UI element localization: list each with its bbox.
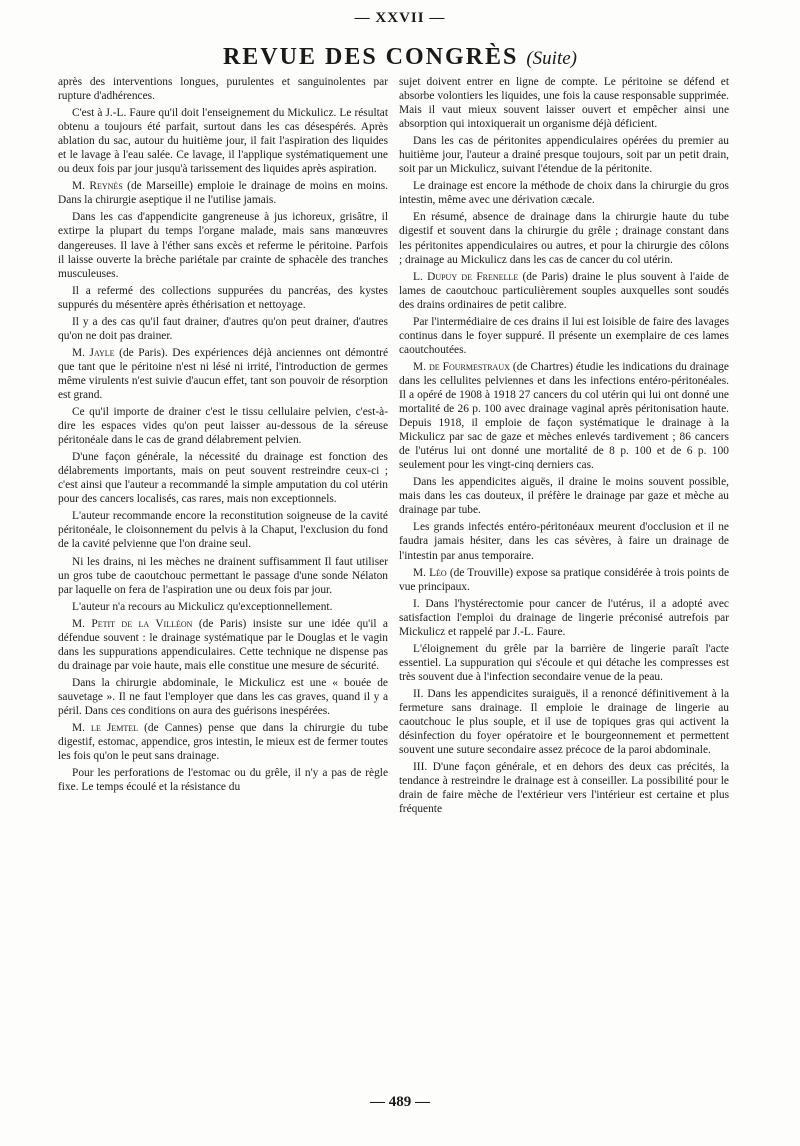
speaker-name: L. Dupuy de Frenelle [413, 270, 519, 283]
speaker-name: M. Reynès [72, 180, 123, 193]
paragraph-text: D'une façon générale, la nécessité du drainage est fonction des délabrements importants, mais on peut souvent restreindre ceux-ci ; c'est ainsi que l'auteur a recommandé la simple amputation du col utérin pour des cancers localisés, cas rares, mais non exceptionnels. [58, 451, 388, 506]
speaker-name: M. Léo [413, 566, 447, 579]
paragraph [399, 642, 729, 684]
paragraph [58, 210, 388, 280]
paragraph-text: Le drainage est encore la méthode de choix dans la chirurgie du gros intestin, même avec une dérivation cæcale. [399, 180, 729, 207]
speaker-name: M. le Jemtel [72, 722, 139, 735]
paragraph [58, 509, 388, 551]
paragraph-text: (de Marseille) emploie le drainage de moins en moins. Dans la chirurgie aseptique il ne l'utilise jamais. [58, 180, 388, 207]
paragraph [399, 760, 729, 816]
paragraph [58, 721, 388, 763]
paragraph [399, 179, 729, 207]
paragraph-text: C'est à J.-L. Faure qu'il doit l'enseignement du Mickulicz. Le résultat obtenu a toujours été parfait, surtout dans les cas désespérés. Après ablation du sac, autour du huitième jour, il fait l'aspiration des liquides et le lavage à l'eau salée. Ce lavage, il l'applique systématiquement une ou deux fois par jour jusqu'à tarissement des liquides après aspiration. [58, 107, 388, 176]
paragraph [58, 346, 388, 402]
paragraph [58, 617, 388, 673]
paragraph-text: sujet doivent entrer en ligne de compte. Le péritoine se défend et absorbe volontiers les liquides, une fois la cause responsable supprimée. Mais il vaut mieux souvent laisser ouvert et empêcher ainsi une absorption qui intoxiquerait un organisme déjà déficient. [399, 76, 729, 131]
paragraph-text: (de Chartres) étudie les indications du drainage dans les cellulites pelviennes et dans les infections entéro-péritonéales. Il a opéré de 1908 à 1918 27 cancers du col utérin qui lui ont donné une mortalité de 26 p. 100 avec drainage vaginal après péritonisation haute. Depuis 1918, il emploie de façon systématique le drainage à la Mickulicz par sac de gaze et mèches enlevés tardivement ; 86 cancers de l'utérus lui ont donné une mortalité de 8 p. 100 et de 6 p. 100 seulement pour les vingt-cinq derniers cas. [399, 360, 729, 472]
paragraph-text: Il a refermé des collections suppurées du pancréas, des kystes suppurés du mésentère après éthérisation et nettoyage. [58, 284, 388, 311]
paragraph-text: Ni les drains, ni les mèches ne drainent suffisamment Il faut utiliser un gros tube de caoutchouc permettant le passage d'une sonde Nélaton par laquelle on fera de l'aspiration une ou deux fois par jour. [58, 555, 388, 596]
paragraph [399, 270, 729, 312]
paragraph-text: II. Dans les appendicites suraiguës, il a renoncé définitivement à la fermeture sans drainage. Il emploie le drainage de lingerie au caoutchouc le plus souple, et il use de topiques gras qui activent la désinfection du foyer opératoire et le bourgeonnement et permettent souvent une suture secondaire assez précoce de la paroi abdominale. [399, 687, 729, 757]
speaker-name: M. de Fourmestraux [413, 360, 510, 373]
paragraph [58, 284, 388, 312]
paragraph-text: (de Paris). Des expériences déjà anciennes ont démontré que tant que le péritoine n'est ni lésé ni irrité, l'introduction de germes même virulents n'est suivie d'aucun effet, tant son pouvoir de résorption est grand. [58, 346, 388, 401]
paragraph [399, 75, 729, 131]
paragraph-text: Dans la chirurgie abdominale, le Mickulicz est une « bouée de sauvetage ». Il ne faut l'employer que dans les cas graves, quand il y a péril. Dans ces conditions on aura des guérisons inespérées. [58, 676, 388, 717]
paragraph-text: L'auteur n'a recours au Mickulicz qu'exceptionnellement. [72, 600, 333, 613]
paragraph-text: (de Cannes) pense que dans la chirurgie du tube digestif, estomac, appendice, gros intestin, le mieux est de fermer toutes les fois qu'on le peut sans drainage. [58, 722, 389, 763]
paragraph [399, 134, 729, 176]
paragraph [58, 106, 388, 176]
paragraph [58, 555, 388, 597]
paragraph-text: Les grands infectés entéro-péritonéaux meurent d'occlusion et il ne faudra jamais hésiter, dans les cas sévères, à faire un drainage de l'intestin par anus temporaire. [399, 521, 729, 562]
paragraph-text: Pour les perforations de l'estomac ou du grêle, il n'y a pas de règle fixe. Le temps écoulé et la résistance du [58, 767, 388, 794]
paragraph [58, 75, 388, 103]
paragraph-text: I. Dans l'hystérectomie pour cancer de l'utérus, il a adopté avec satisfaction l'emploi du drainage de lingerie préconisé autrefois par Mickulicz et rappelé par J.-L. Faure. [399, 597, 729, 638]
paragraph [58, 405, 388, 447]
paragraph-text: L'auteur recommande encore la reconstitution soigneuse de la cavité péritonéale, le cloisonnement du pelvis à la Chaput, l'exclusion du fond de la cavité pelvienne que l'on draine seul. [58, 510, 388, 551]
speaker-name: M. Jayle [72, 346, 115, 359]
paragraph [58, 179, 388, 207]
title-suffix: (Suite) [526, 48, 578, 69]
paragraph [399, 315, 729, 357]
paragraph [58, 600, 388, 614]
paragraph-text: Par l'intermédiaire de ces drains il lui est loisible de faire des lavages continus dans le foyer suppuré. Il présente un exemplaire de ces lames caoutchoutées. [399, 315, 729, 356]
paragraph-text: L'éloignement du grêle par la barrière de lingerie paraît l'acte essentiel. La suppuration qui s'écoule et qui détache les compresses est très souvent due à l'infection secondaire venue de la peau. [399, 642, 729, 683]
paragraph-text: Dans les cas de péritonites appendiculaires opérées du premier au huitième jour, l'auteur a drainé presque toujours, soit par un petit drain, soit par un Mickulicz, suivant l'étendue de la péritonite. [399, 135, 729, 176]
left-column [58, 75, 388, 797]
paragraph-text: III. D'une façon générale, et en dehors des deux cas précités, la tendance à restreindre le drainage est à conseiller. La possibilité pour le drain de faire mèche de l'extérieur vers l'intérieur est certaine et plus fréquente [399, 761, 729, 816]
paragraph [399, 566, 729, 594]
paragraph [399, 210, 729, 266]
right-column [399, 75, 729, 819]
page-number: — 489 — [370, 1094, 430, 1110]
paragraph [399, 597, 729, 639]
paragraph-text: (de Paris) insiste sur une idée qu'il a défendue souvent : le drainage systématique par le Douglas et le vagin dans les suppurations appendiculaires. Cette technique ne dispense pas du drainage par voie haute, mais elle constitue une mesure de sécurité. [58, 617, 388, 672]
paragraph [399, 360, 729, 472]
paragraph-text: Dans les cas d'appendicite gangreneuse à jus ichoreux, grisâtre, il extirpe la plupart du temps l'organe malade, mais sans manœuvres dangereuses. Il lave à l'éther sans excès et referme le péritoine. Parfois il laisse ouverte la brèche pariétale par crainte de sphacèle des tranches musculeuses. [58, 211, 388, 280]
paragraph [399, 687, 729, 757]
speaker-name: M. Petit de la Villéon [72, 617, 193, 630]
paragraph [399, 475, 729, 517]
paragraph [58, 450, 388, 506]
paragraph-text: Dans les appendicites aiguës, il draine le moins souvent possible, mais dans les cas douteux, il préfère le drainage par gaze et mèche au drainage par tube. [399, 476, 729, 517]
paragraph-text: En résumé, absence de drainage dans la chirurgie haute du tube digestif et souvent dans la chirurgie du grêle ; drainage constant dans les péritonites appendiculaires ou autres, et pour la chirurgie des côlons ; drainage au Mickulicz dans les cas de cancer du col utérin. [399, 211, 729, 266]
paragraph-text: Ce qu'il importe de drainer c'est le tissu cellulaire pelvien, c'est-à-dire les espaces vides qu'on peut laisser au-dessous de la séreuse péritonéale dans le cas de grand délabrement pelvien. [58, 406, 388, 447]
paragraph [399, 520, 729, 562]
page-title [0, 44, 800, 71]
paragraph-text: après des interventions longues, purulentes et sanguinolentes par rupture d'adhérences. [58, 76, 388, 103]
paragraph-text: Il y a des cas qu'il faut drainer, d'autres qu'on peut drainer, d'autres qu'on ne doit pas drainer. [58, 315, 388, 342]
paragraph-text: (de Trouville) expose sa pratique considérée à trois points de vue principaux. [399, 566, 729, 593]
paragraph [58, 766, 388, 794]
roman-page-marker: — XXVII — [354, 10, 446, 26]
title-main: REVUE DES CONGRÈS [222, 44, 519, 70]
paragraph [58, 315, 388, 343]
paragraph-text: (de Paris) draine le plus souvent à l'aide de lames de caoutchouc particulièrement souples auxquelles sont soudés des drains ordinaires de petit calibre. [399, 270, 729, 311]
paragraph [58, 676, 388, 718]
